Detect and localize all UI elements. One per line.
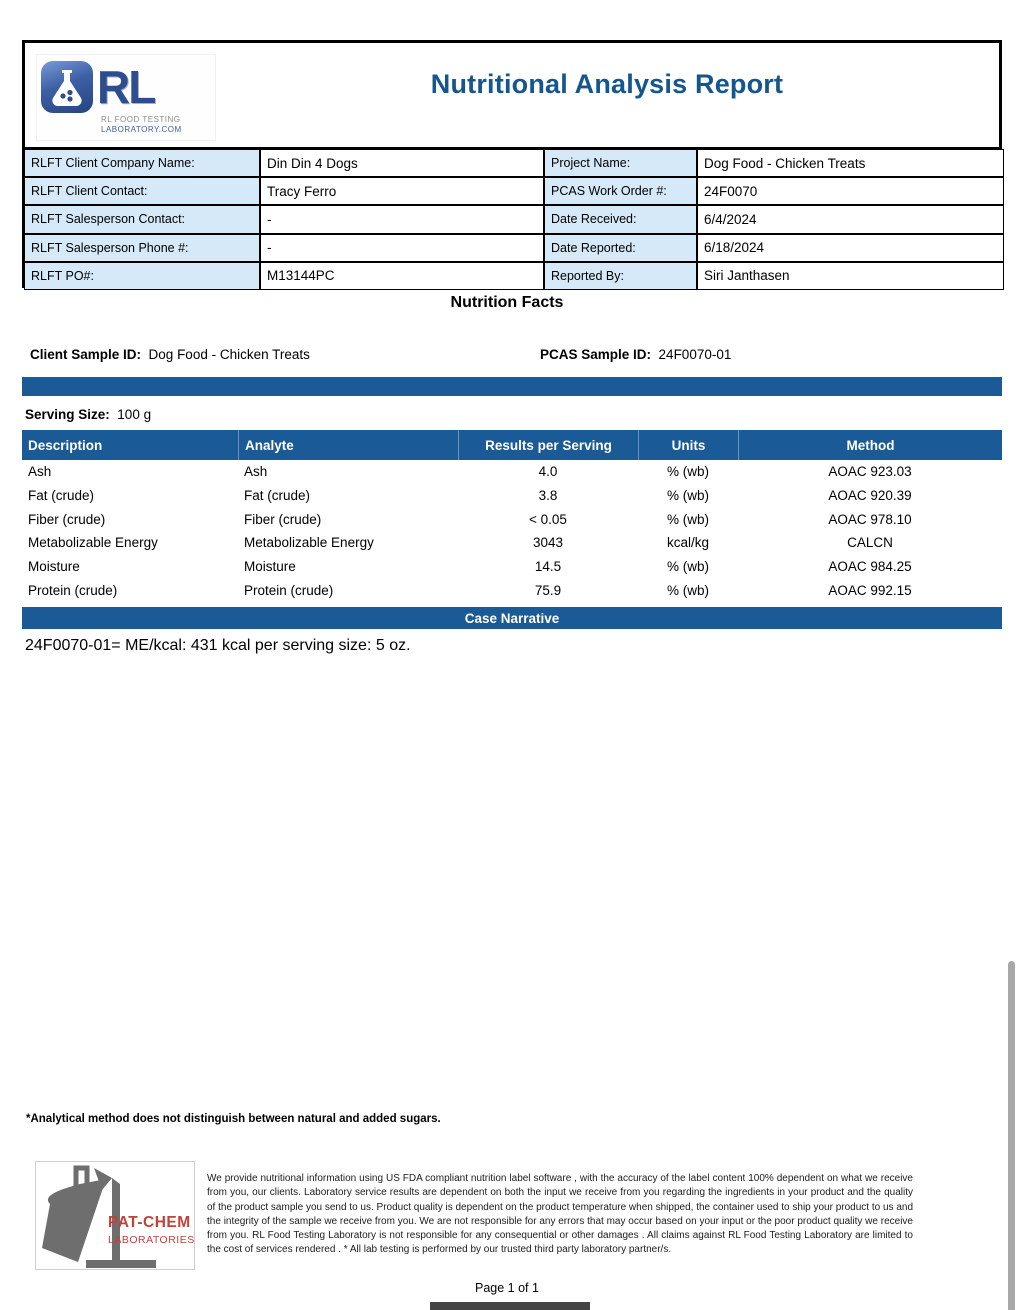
cell-units: kcal/kg <box>666 535 710 551</box>
cell-units: % (wb) <box>666 559 709 575</box>
cell-description: Metabolizable Energy <box>28 535 158 551</box>
col-header-analyte: Analyte <box>238 430 458 460</box>
cell-result: 3043 <box>532 535 564 551</box>
cell-result: 4.0 <box>538 464 558 480</box>
rl-logo-caption <box>101 115 211 135</box>
cell-analyte: Ash <box>244 464 268 480</box>
cell-description: Fat (crude) <box>28 488 95 504</box>
cell-analyte: Metabolizable Energy <box>244 535 374 551</box>
cell-result: < 0.05 <box>529 511 567 527</box>
serving-size-row <box>25 407 151 422</box>
info-label: Reported By: <box>544 262 697 290</box>
cell-result: 3.8 <box>538 488 558 504</box>
nutrition-facts-title: Nutrition Facts <box>450 294 564 311</box>
cell-description: Ash <box>28 464 52 480</box>
col-header-description: Description <box>28 437 103 453</box>
cell-units: % (wb) <box>666 464 709 480</box>
cell-analyte: Fat (crude) <box>244 488 311 504</box>
rl-logo-caption-line1: RL FOOD TESTING <box>101 115 181 124</box>
info-value: M13144PC <box>260 262 544 290</box>
info-value: - <box>260 205 544 233</box>
info-label: Date Reported: <box>544 234 697 262</box>
cell-description: Moisture <box>28 559 80 575</box>
info-value: 6/18/2024 <box>697 234 1004 262</box>
cell-method: AOAC 920.39 <box>828 488 912 504</box>
cell-method: AOAC 923.03 <box>828 464 912 480</box>
cell-analyte: Moisture <box>244 559 296 575</box>
section-divider-bar <box>22 377 1002 396</box>
info-label: RLFT Client Contact: <box>24 177 260 205</box>
bottom-scroll-indicator <box>430 1302 590 1310</box>
report-header <box>22 40 1002 147</box>
disclaimer-text: We provide nutritional information using US FDA compliant nutrition label software , with the accuracy of the label content 100% dependent on what we receive from you, our clients. Laboratory service results are dependent on both the input we receive from you regarding the ingredients in your product and the quality of the product sample you send to us. Product quality is dependent on the product temperature when shipped, the container used to ship your product to us and the integrity of the sample we receive from you. We are not responsible for any errors that may occur based on your input or the poor product quality we receive from you. RL Food Testing Laboratory is not responsible for any consequential or other damages . All claims against RL Food Testing Laboratory are limited to the cost of services rendered . * All lab testing is performed by our trusted third party laboratory partner/s. <box>207 1173 914 1256</box>
page-title: Nutritional Analysis Report <box>430 69 784 99</box>
results-table <box>22 430 1002 602</box>
table-row <box>22 507 1002 531</box>
col-header-method: Method <box>738 430 1002 460</box>
cell-description: Protein (crude) <box>28 582 118 598</box>
info-value: 24F0070 <box>697 177 1004 205</box>
flask-icon <box>41 61 93 113</box>
cell-result: 14.5 <box>534 559 562 575</box>
cell-analyte: Protein (crude) <box>244 582 334 598</box>
info-value: Tracy Ferro <box>260 177 544 205</box>
pcas-sample-id-label: PCAS Sample ID: <box>540 347 652 362</box>
table-row <box>22 460 1002 484</box>
info-label: Project Name: <box>544 149 697 177</box>
cell-units: % (wb) <box>666 582 709 598</box>
table-row <box>22 555 1002 579</box>
cell-units: % (wb) <box>666 488 709 504</box>
rl-logo-monogram: RL <box>97 61 155 113</box>
rl-logo-caption-line2: LABORATORY.COM <box>101 125 182 134</box>
patchem-logo <box>35 1161 195 1270</box>
table-row <box>22 578 1002 602</box>
info-value: 6/4/2024 <box>697 205 1004 233</box>
cell-units: % (wb) <box>666 511 709 527</box>
client-sample-id-value: Dog Food - Chicken Treats <box>148 347 310 362</box>
pcas-sample-id-value: 24F0070-01 <box>658 347 732 362</box>
cell-method: CALCN <box>847 535 893 551</box>
info-label: RLFT Client Company Name: <box>24 149 260 177</box>
cell-method: AOAC 992.15 <box>828 582 912 598</box>
page-number: Page 1 of 1 <box>475 1281 539 1295</box>
col-header-units: Units <box>638 430 738 460</box>
cell-method: AOAC 984.25 <box>828 559 912 575</box>
patchem-name: PAT-CHEM <box>108 1214 191 1231</box>
case-narrative-header: Case Narrative <box>22 607 1002 629</box>
cell-method: AOAC 978.10 <box>828 511 912 527</box>
info-value: - <box>260 234 544 262</box>
rl-food-testing-logo <box>37 55 215 140</box>
info-value: Dog Food - Chicken Treats <box>697 149 1004 177</box>
serving-size-value: 100 g <box>117 407 152 422</box>
results-table-header <box>22 430 1002 460</box>
table-row <box>22 484 1002 508</box>
patchem-subtitle: LABORATORIES <box>108 1234 195 1246</box>
serving-size-label: Serving Size: <box>25 407 110 422</box>
client-sample-id-label: Client Sample ID: <box>30 347 142 362</box>
table-row <box>22 531 1002 555</box>
col-header-results: Results per Serving <box>458 430 638 460</box>
info-label: RLFT Salesperson Phone #: <box>24 234 260 262</box>
cell-result: 75.9 <box>534 582 562 598</box>
info-value: Siri Janthasen <box>697 262 1004 290</box>
info-label: RLFT Salesperson Contact: <box>24 205 260 233</box>
cell-description: Fiber (crude) <box>28 511 106 527</box>
info-label: Date Received: <box>544 205 697 233</box>
info-value: Din Din 4 Dogs <box>260 149 544 177</box>
info-label: PCAS Work Order #: <box>544 177 697 205</box>
analytical-footnote: *Analytical method does not distinguish between natural and added sugars. <box>26 1113 441 1125</box>
scrollbar-thumb[interactable] <box>1008 961 1015 1310</box>
client-info-table <box>22 147 1002 288</box>
cell-analyte: Fiber (crude) <box>244 511 322 527</box>
case-narrative-text: 24F0070-01= ME/kcal: 431 kcal per serving size: 5 oz. <box>25 637 411 654</box>
info-label: RLFT PO#: <box>24 262 260 290</box>
